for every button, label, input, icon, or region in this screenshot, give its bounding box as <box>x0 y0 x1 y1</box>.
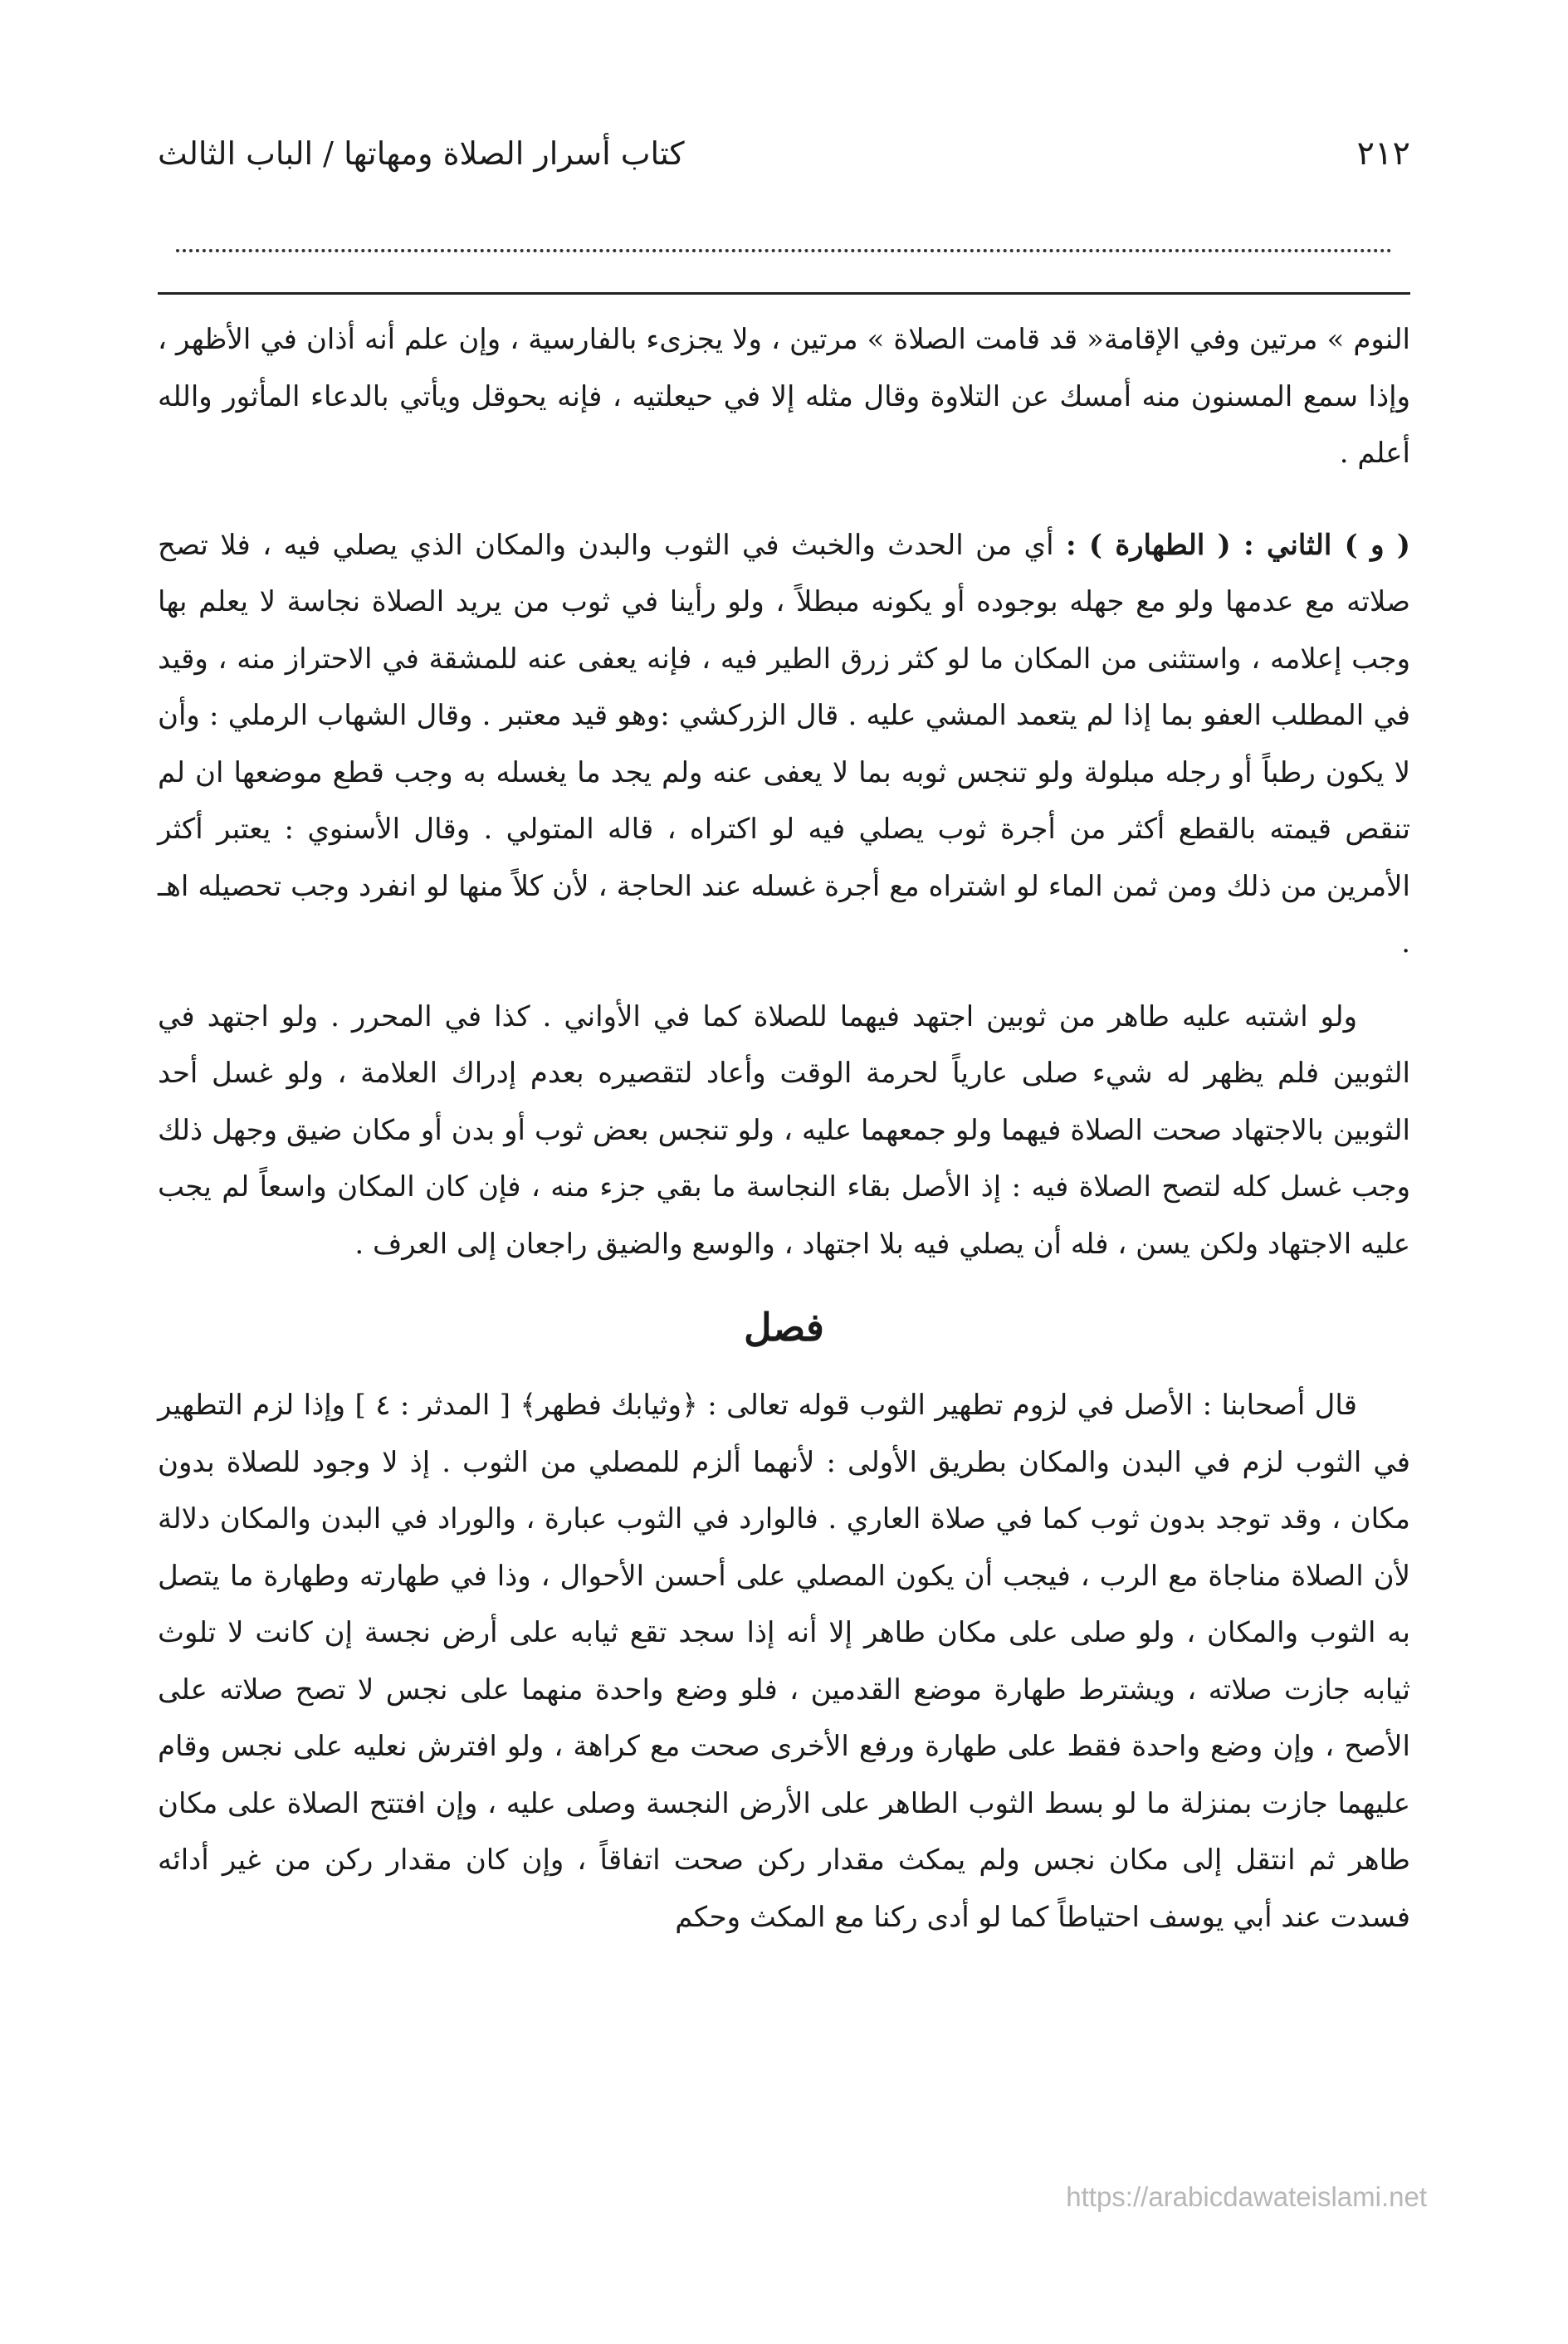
dotted-divider <box>176 249 1392 252</box>
paragraph-lead: ( و ) الثاني : ( الطهارة ) : <box>1065 528 1411 562</box>
paragraph: ولو اشتبه عليه طاهر من ثوبين اجتهد فيهما للصلاة كما في الأواني . كذا في المحرر . ولو اجتهد في الثوبين فلم يظهر له شيء صلى عارياً لحرمة الوقت وأعاد لتقصيره بعدم إدراك العلامة ، ولو غسل أحد الثوبين بالاجتهاد صحت الصلاة فيهما ولو جمعهما عليه ، ولو تنجس بعض ثوب أو بدن أو مكان ضيق وجهل ذلك وجب غسل كله لتصح الصلاة فيه : إذ الأصل بقاء النجاسة ما بقي جزء منه ، فإن كان المكان واسعاً لم يجب عليه الاجتهاد ولكن يسن ، فله أن يصلي فيه بلا اجتهاد ، والوسع والضيق راجعان إلى العرف . <box>158 999 1410 1261</box>
solid-divider <box>158 292 1410 295</box>
paragraph <box>158 517 1410 972</box>
page-number: ٢١٢ <box>1356 134 1410 173</box>
paragraph: النوم » مرتين وفي الإقامة« قد قامت الصلاة » مرتين ، ولا يجزىء بالفارسية ، وإن علم أنه أذان في الأظهر ، وإذا سمع المسنون منه أمسك عن التلاوة وقال مثله إلا في حيعلتيه ، فإنه يحوقل ويأتي بالدعاء المأثور والله أعلم . <box>158 323 1410 470</box>
section-heading: فصل <box>744 1305 824 1350</box>
body-text <box>158 311 1410 1946</box>
paragraph-text: أي من الحدث والخبث في الثوب والبدن والمكان الذي يصلي فيه ، فلا تصح صلاته مع عدمها ولو مع جهله بوجوده أو يكونه مبطلاً ، ولو رأينا في ثوب من يريد الصلاة نجاسة لا يعلم بها وجب إعلامه ، واستثنى من المكان ما لو كثر زرق الطير فيه ، فإنه يعفى عنه للمشقة في الاحتراز منه ، وقيد في المطلب العفو بما إذا لم يتعمد المشي عليه . قال الزركشي :وهو قيد معتبر . وقال الشهاب الرملي : وأن لا يكون رطباً أو رجله مبلولة ولو تنجس ثوبه بما لا يعفى عنه ولم يجد ما يغسله به وجب قطع موضعها ان لم تنقص قيمته بالقطع أكثر من أجرة ثوب يصلي فيه لو اكتراه ، قاله المتولي . وقال الأسنوي : يعتبر أكثر الأمرين من ذلك ومن ثمن الماء لو اشتراه مع أجرة غسله عند الحاجة ، لأن كلاً منها لو انفرد وجب تحصيله اهـ . <box>158 528 1410 960</box>
watermark-url: https://arabicdawateislami.net <box>1066 2181 1427 2212</box>
running-header <box>158 125 1410 183</box>
running-title: كتاب أسرار الصلاة ومهاتها / الباب الثالث <box>158 135 685 172</box>
paragraph: قال أصحابنا : الأصل في لزوم تطهير الثوب قوله تعالى : ﴿وثيابك فطهر﴾ [ المدثر : ٤ ] وإذا لزم التطهير في الثوب لزم في البدن والمكان بطريق الأولى : لأنهما ألزم للمصلي من الثوب . إذ لا وجود للصلاة بدون مكان ، وقد توجد بدون ثوب كما في صلاة العاري . فالوارد في الثوب عبارة ، والوراد في البدن والمكان دلالة لأن الصلاة مناجاة مع الرب ، فيجب أن يكون المصلي على أحسن الأحوال ، وذا في طهارته وطهارة ما يتصل به الثوب والمكان ، ولو صلى على مكان طاهر إلا أنه إذا سجد تقع ثيابه على أرض نجسة إن كانت لا تلوث ثيابه جازت صلاته ، ويشترط طهارة موضع القدمين ، فلو وضع واحدة منهما على نجس لا تصح صلاته على الأصح ، وإن وضع واحدة فقط على طهارة ورفع الأخرى صحت مع كراهة ، ولو افترش نعليه على نجس وقام عليهما جازت بمنزلة ما لو بسط الثوب الطاهر على الأرض النجسة وصلى عليه ، وإن افتتح الصلاة على مكان طاهر ثم انتقل إلى مكان نجس ولم يمكث مقدار ركن صحت اتفاقاً ، وإن كان مقدار ركن من غير أدائه فسدت عند أبي يوسف احتياطاً كما لو أدى ركنا مع المكث وحكم <box>158 1389 1411 1934</box>
